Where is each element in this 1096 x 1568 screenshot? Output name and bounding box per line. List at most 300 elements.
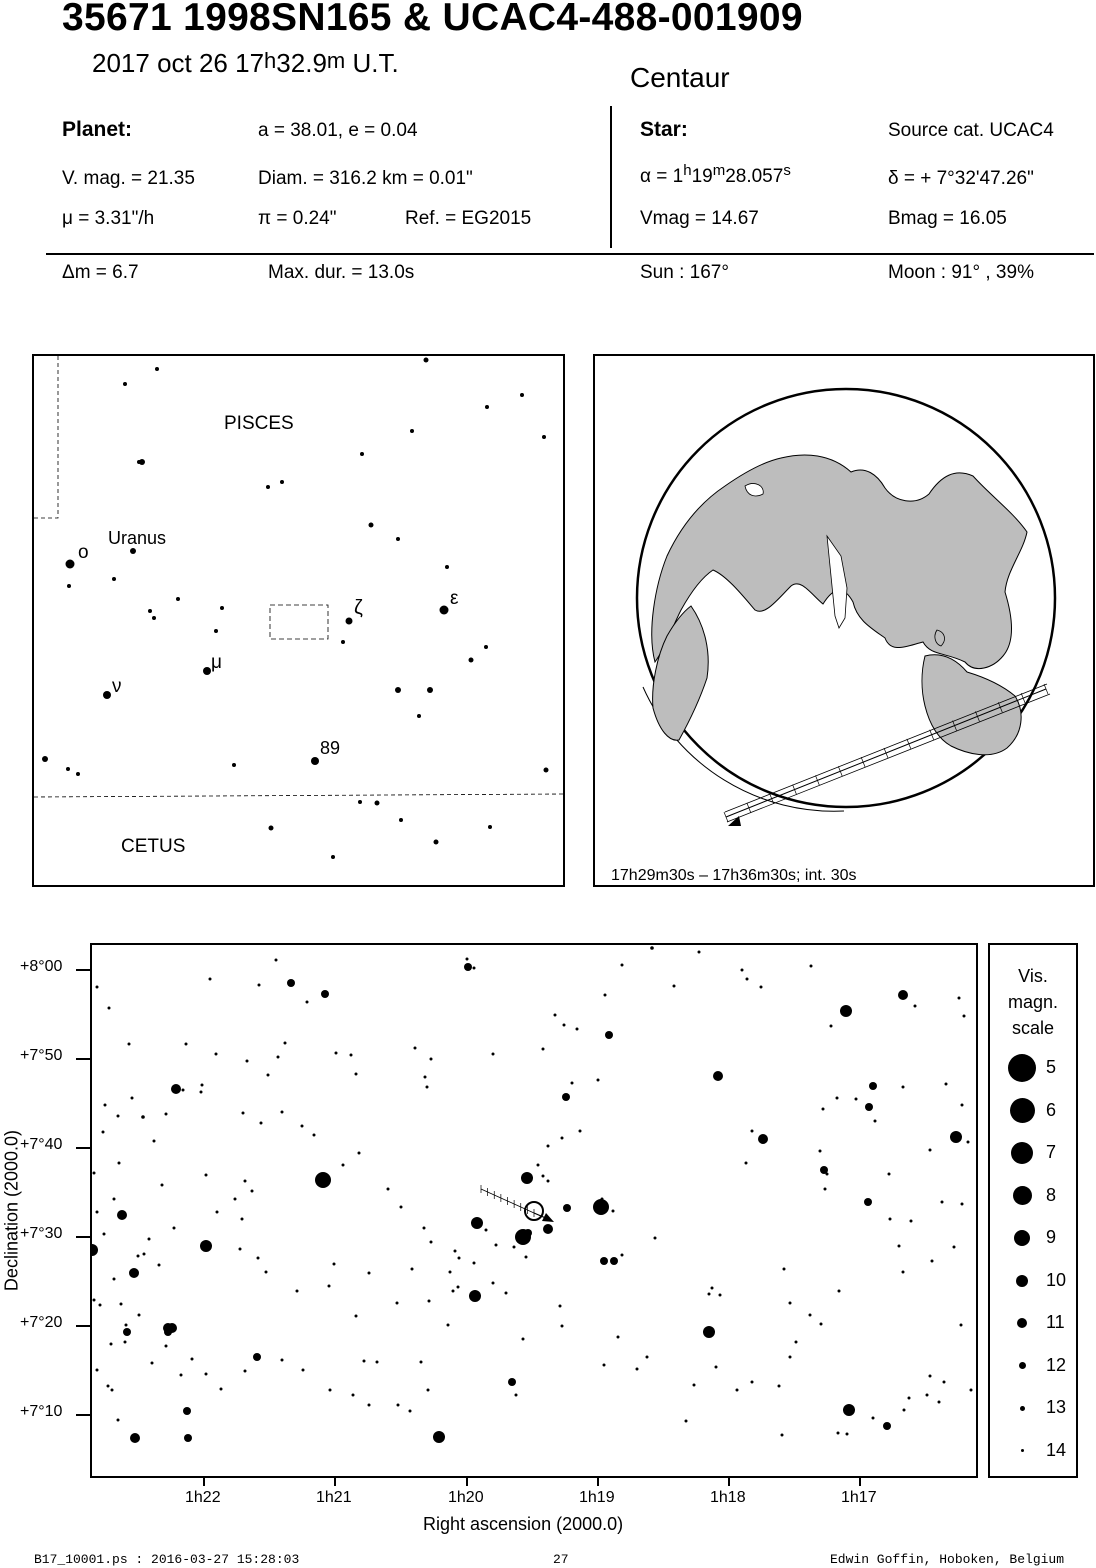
- star-right-ascension: $\alpha = 1^h19^m28.057^s$: [640, 162, 791, 187]
- field-star: [963, 1015, 966, 1018]
- footer-author: Edwin Goffin, Hoboken, Belgium: [830, 1552, 1065, 1567]
- finder-star: [280, 480, 284, 484]
- dec-tick-mark: [76, 1147, 90, 1149]
- field-star: [542, 1048, 545, 1051]
- field-star: [621, 964, 624, 967]
- star-source-catalog: Source cat. UCAC4: [888, 120, 1054, 141]
- field-star: [117, 1210, 127, 1220]
- info-divider-horizontal: [46, 253, 1094, 255]
- field-star: [180, 1374, 183, 1377]
- field-star: [396, 1302, 399, 1305]
- field-star: [855, 1098, 858, 1101]
- field-star: [234, 1198, 237, 1201]
- field-star: [107, 1385, 110, 1388]
- field-star: [242, 1112, 245, 1115]
- field-star: [96, 1369, 99, 1372]
- scale-dot: [1013, 1186, 1032, 1205]
- field-star: [265, 1271, 268, 1274]
- finder-star: [360, 452, 364, 456]
- field-star: [110, 1343, 113, 1346]
- field-star: [251, 1190, 254, 1193]
- finder-star: [176, 597, 180, 601]
- field-star: [929, 1149, 932, 1152]
- finder-star: [155, 367, 159, 371]
- scale-dot: [1021, 1449, 1024, 1452]
- field-star: [654, 1237, 657, 1240]
- field-star: [903, 1409, 906, 1412]
- field-star: [950, 1131, 962, 1143]
- field-star: [281, 1359, 284, 1362]
- field-star: [795, 1341, 798, 1344]
- field-star: [355, 1073, 358, 1076]
- field-star: [141, 1115, 145, 1119]
- globe-time-caption: 17h29m30s – 17h36m30s; int. 30s: [611, 867, 857, 884]
- finder-star: [331, 855, 335, 859]
- field-star: [563, 1024, 566, 1027]
- shadow-path-tick: [1044, 684, 1048, 694]
- field-star: [960, 1324, 963, 1327]
- field-star: [941, 1201, 944, 1204]
- finder-star: [76, 772, 80, 776]
- ra-tick-label: 1h22: [185, 1489, 221, 1506]
- field-star: [745, 1162, 748, 1165]
- star-label: o: [78, 542, 89, 563]
- constellation-boundary: [34, 356, 58, 518]
- field-star: [703, 1326, 715, 1338]
- field-star: [277, 1056, 280, 1059]
- field-star: [466, 958, 469, 961]
- finder-star: [399, 818, 403, 822]
- field-star: [888, 1173, 891, 1176]
- info-divider-vertical: [610, 106, 612, 248]
- field-star: [836, 1097, 839, 1100]
- field-star: [457, 1286, 460, 1289]
- field-star: [333, 1263, 336, 1266]
- finder-star: [484, 645, 488, 649]
- finder-star: [232, 763, 236, 767]
- field-star: [505, 1292, 508, 1295]
- field-star: [898, 1245, 901, 1248]
- field-star: [751, 1381, 754, 1384]
- scale-magnitude-label: 9: [1046, 1227, 1057, 1247]
- field-star: [524, 1229, 532, 1237]
- finder-star: [214, 629, 218, 633]
- sun-elongation: Sun : 167°: [640, 262, 729, 283]
- field-star: [151, 1362, 154, 1365]
- field-star: [411, 1268, 414, 1271]
- field-star: [99, 1304, 102, 1307]
- finder-star: [544, 768, 549, 773]
- star-declination: δ = + 7°32'47.26": [888, 168, 1034, 189]
- field-star: [953, 1246, 956, 1249]
- field-star: [111, 1389, 114, 1392]
- star-bmag: Bmag = 16.05: [888, 208, 1007, 229]
- planet-label-uranus: Uranus: [108, 528, 167, 548]
- field-star: [600, 1257, 608, 1265]
- field-star: [205, 1373, 208, 1376]
- field-star: [869, 1082, 877, 1090]
- dec-tick-mark: [76, 1058, 90, 1060]
- finder-star: [542, 435, 546, 439]
- dec-tick-label: +7°20: [20, 1314, 63, 1331]
- field-star: [420, 1361, 423, 1364]
- scale-magnitude-label: 14: [1046, 1439, 1067, 1460]
- field-star: [473, 967, 476, 970]
- ra-tick-mark: [466, 1476, 468, 1486]
- field-star: [120, 1303, 123, 1306]
- scale-title-line: scale: [1011, 1018, 1055, 1038]
- field-star: [409, 1410, 412, 1413]
- field-star: [426, 1086, 429, 1089]
- field-star: [826, 1173, 829, 1176]
- field-star: [593, 1199, 609, 1215]
- field-star: [184, 1434, 192, 1442]
- max-duration: Max. dur. = 13.0s: [268, 262, 415, 283]
- field-star: [296, 1290, 299, 1293]
- field-star: [810, 965, 813, 968]
- field-star: [387, 1188, 390, 1191]
- finder-star: [311, 757, 319, 765]
- finder-star: [520, 393, 524, 397]
- field-star: [183, 1407, 191, 1415]
- field-star: [865, 1103, 873, 1111]
- field-star: [96, 986, 99, 989]
- field-star: [926, 1394, 929, 1397]
- field-star: [414, 1047, 417, 1050]
- field-star: [216, 1211, 219, 1214]
- finder-star: [485, 405, 489, 409]
- field-star: [123, 1328, 131, 1336]
- ra-tick-mark: [859, 1476, 861, 1486]
- scale-dot: [1016, 1275, 1028, 1287]
- constellation-label-pisces: PISCES: [224, 413, 294, 434]
- finder-star: [103, 691, 111, 699]
- field-star: [253, 1353, 261, 1361]
- ra-tick-label: 1h17: [841, 1489, 877, 1506]
- field-star: [158, 1264, 161, 1267]
- field-star: [275, 959, 278, 962]
- scale-dot: [1017, 1318, 1027, 1328]
- scale-magnitude-label: 5: [1046, 1057, 1057, 1077]
- field-star: [898, 990, 908, 1000]
- field-star: [830, 1025, 833, 1028]
- field-star: [685, 1420, 688, 1423]
- field-star: [571, 1082, 574, 1085]
- field-star: [92, 1244, 98, 1256]
- finder-star: [434, 840, 439, 845]
- field-star: [287, 979, 295, 987]
- detail-chart: [92, 945, 976, 1476]
- footer-page-number: 27: [553, 1552, 569, 1567]
- scale-dot: [1014, 1230, 1030, 1246]
- field-star: [452, 1290, 455, 1293]
- field-star: [525, 1256, 528, 1259]
- field-star: [778, 1385, 781, 1388]
- star-label: ζ: [354, 597, 363, 619]
- field-star: [931, 1260, 934, 1263]
- field-star: [824, 1188, 827, 1191]
- field-star: [902, 1086, 905, 1089]
- event-datetime: 2017 oct 26 17$^h$32.9$^m$ U.T.: [92, 48, 399, 78]
- field-star: [846, 1433, 849, 1436]
- field-star: [492, 1282, 495, 1285]
- field-star: [760, 986, 763, 989]
- field-star: [693, 1384, 696, 1387]
- field-star: [673, 985, 676, 988]
- field-star: [215, 1053, 218, 1056]
- finder-star: [445, 565, 449, 569]
- field-star: [400, 1206, 403, 1209]
- field-star: [783, 1268, 786, 1271]
- field-star: [352, 1394, 355, 1397]
- finder-star: [66, 560, 75, 569]
- dec-tick-label: +8°00: [20, 958, 63, 975]
- field-star: [342, 1164, 345, 1167]
- field-star: [244, 1180, 247, 1183]
- field-star: [376, 1361, 379, 1364]
- scale-magnitude-label: 6: [1046, 1099, 1057, 1120]
- field-star: [129, 1268, 139, 1278]
- finder-star: [424, 358, 429, 363]
- field-star: [239, 1248, 242, 1251]
- field-star: [650, 946, 654, 950]
- field-star: [458, 1257, 461, 1260]
- field-star: [542, 1175, 545, 1178]
- globe-map: [595, 356, 1093, 885]
- field-star: [128, 1043, 131, 1046]
- field-star: [447, 1324, 450, 1327]
- finder-star: [148, 609, 152, 613]
- field-star: [433, 1431, 445, 1443]
- field-star: [537, 1164, 540, 1167]
- field-star: [646, 1356, 649, 1359]
- finder-star: [203, 667, 211, 675]
- x-axis-title: Right ascension (2000.0): [423, 1514, 624, 1534]
- field-star: [914, 1005, 917, 1008]
- field-star: [563, 1204, 571, 1212]
- field-star: [970, 1389, 973, 1392]
- finder-star: [346, 618, 353, 625]
- field-star: [713, 1071, 723, 1081]
- y-axis-title: Declination (2000.0): [1, 1129, 22, 1292]
- field-star: [257, 1257, 260, 1260]
- finder-star: [427, 687, 433, 693]
- finder-star: [358, 800, 362, 804]
- field-star: [202, 1244, 205, 1247]
- field-star: [244, 1370, 247, 1373]
- scale-dot: [1010, 1098, 1035, 1123]
- ra-tick-label: 1h20: [448, 1489, 484, 1506]
- field-star: [604, 994, 607, 997]
- field-star: [475, 1296, 478, 1299]
- field-star: [758, 1134, 768, 1144]
- field-star: [547, 1145, 550, 1148]
- finder-star: [220, 606, 224, 610]
- scale-dot: [1020, 1406, 1025, 1411]
- field-star: [163, 1323, 173, 1333]
- scale-title-line: Vis.: [1018, 966, 1048, 986]
- field-star: [562, 1093, 570, 1101]
- star-label: μ: [211, 652, 222, 673]
- detail-field-box: [270, 605, 328, 639]
- field-star: [943, 1381, 946, 1384]
- field-star: [113, 1278, 116, 1281]
- field-star: [579, 1130, 582, 1133]
- finder-star: [130, 548, 136, 554]
- field-star: [636, 1368, 639, 1371]
- field-star: [561, 1325, 564, 1328]
- field-star: [165, 1113, 168, 1116]
- dec-tick-mark: [76, 969, 90, 971]
- field-star: [103, 1233, 106, 1236]
- field-star: [781, 1434, 784, 1437]
- field-star: [601, 1198, 604, 1201]
- field-star: [125, 1324, 128, 1327]
- field-star: [104, 1104, 107, 1107]
- field-star: [124, 1341, 127, 1344]
- shadow-path-tick: [724, 812, 728, 822]
- field-star: [281, 1111, 284, 1114]
- field-star: [820, 1323, 823, 1326]
- field-star: [485, 1229, 488, 1232]
- finder-stars: [42, 358, 549, 860]
- finder-chart: [34, 356, 563, 885]
- field-star: [328, 1285, 331, 1288]
- field-star: [165, 1345, 168, 1348]
- field-star: [736, 1389, 739, 1392]
- field-star: [719, 1294, 722, 1297]
- field-star: [171, 1084, 181, 1094]
- field-star: [711, 1287, 714, 1290]
- field-star: [819, 1150, 822, 1153]
- star-label: 89: [320, 738, 341, 758]
- finder-star: [417, 714, 421, 718]
- planet-diameter: Diam. = 316.2 km = 0.01": [258, 168, 473, 189]
- field-star: [789, 1302, 792, 1305]
- field-star: [495, 1244, 498, 1247]
- field-star: [423, 1227, 426, 1230]
- field-star: [958, 997, 961, 1000]
- field-star: [205, 1174, 208, 1177]
- detail-chart-panel: [90, 943, 978, 1478]
- dec-tick-label: +7°10: [20, 1403, 63, 1420]
- finder-star: [266, 485, 270, 489]
- star-heading: Star:: [640, 118, 688, 141]
- field-star: [397, 1404, 400, 1407]
- field-star: [610, 1257, 618, 1265]
- field-star: [809, 1314, 812, 1317]
- field-star: [617, 1336, 620, 1339]
- star-label: ε: [450, 588, 459, 609]
- finder-star: [112, 577, 116, 581]
- scale-magnitude-label: 10: [1046, 1269, 1067, 1290]
- field-star: [559, 1305, 562, 1308]
- finder-star: [440, 606, 449, 615]
- field-star: [143, 1253, 146, 1256]
- field-star: [843, 1404, 855, 1416]
- dec-tick-label: +7°50: [20, 1047, 63, 1064]
- field-star: [368, 1272, 371, 1275]
- finder-star: [369, 523, 374, 528]
- finder-chart-panel: [32, 354, 565, 887]
- field-star: [321, 990, 329, 998]
- field-star: [961, 1104, 964, 1107]
- field-star: [874, 1120, 877, 1123]
- field-star: [200, 1240, 212, 1252]
- ra-tick-label: 1h19: [579, 1489, 615, 1506]
- globe-panel: [593, 354, 1095, 887]
- field-star: [201, 1084, 204, 1087]
- field-star: [521, 1172, 533, 1184]
- planet-heading: Planet:: [62, 118, 133, 141]
- field-star: [161, 1184, 164, 1187]
- field-star: [464, 963, 472, 971]
- ra-tick-mark: [728, 1476, 730, 1486]
- finder-star: [488, 825, 492, 829]
- field-star: [751, 1130, 754, 1133]
- constellation-boundary: [34, 794, 563, 797]
- field-star: [368, 1404, 371, 1407]
- field-star: [708, 1293, 711, 1296]
- field-star: [93, 1172, 96, 1175]
- field-star: [131, 1097, 134, 1100]
- field-star: [185, 1043, 188, 1046]
- page-title: 35671 1998SN165 & UCAC4-488-001909: [62, 0, 803, 39]
- scale-magnitude-label: 12: [1046, 1354, 1067, 1375]
- dec-tick-mark: [76, 1325, 90, 1327]
- scale-dot: [1019, 1362, 1026, 1369]
- scale-title-line: magn.: [1007, 992, 1059, 1012]
- field-star: [173, 1227, 176, 1230]
- field-star: [908, 1397, 911, 1400]
- field-star: [612, 1210, 615, 1213]
- planet-motion: μ = 3.31"/h: [62, 208, 155, 229]
- field-star: [561, 1137, 564, 1140]
- dec-tick-label: +7°30: [20, 1225, 63, 1242]
- field-star: [428, 1300, 431, 1303]
- field-star: [241, 1218, 244, 1221]
- field-star: [350, 1054, 353, 1057]
- field-star: [153, 1140, 156, 1143]
- field-star: [929, 1375, 932, 1378]
- field-star: [492, 1053, 495, 1056]
- ra-tick-mark: [203, 1476, 205, 1486]
- field-star: [449, 1271, 452, 1274]
- field-star: [838, 1290, 841, 1293]
- field-star: [267, 1074, 270, 1077]
- magnitude-scale-panel: [988, 943, 1078, 1478]
- field-star: [837, 1432, 840, 1435]
- planet-parallax: π = 0.24": [258, 208, 337, 229]
- field-star: [113, 1198, 116, 1201]
- field-star: [117, 1115, 120, 1118]
- star-label: ν: [112, 676, 122, 697]
- ra-tick-mark: [597, 1476, 599, 1486]
- field-star: [355, 1315, 358, 1318]
- finder-star: [67, 584, 71, 588]
- field-star: [335, 1052, 338, 1055]
- field-star: [246, 1060, 249, 1063]
- field-star: [889, 1218, 892, 1221]
- field-star: [313, 1134, 316, 1137]
- finder-star: [341, 640, 345, 644]
- scale-magnitude-label: 7: [1046, 1142, 1057, 1162]
- field-star: [200, 1091, 203, 1094]
- planet-vmag: V. mag. = 21.35: [62, 168, 195, 189]
- field-star: [967, 1141, 970, 1144]
- field-star: [220, 1388, 223, 1391]
- constellation-label-cetus: CETUS: [121, 836, 186, 857]
